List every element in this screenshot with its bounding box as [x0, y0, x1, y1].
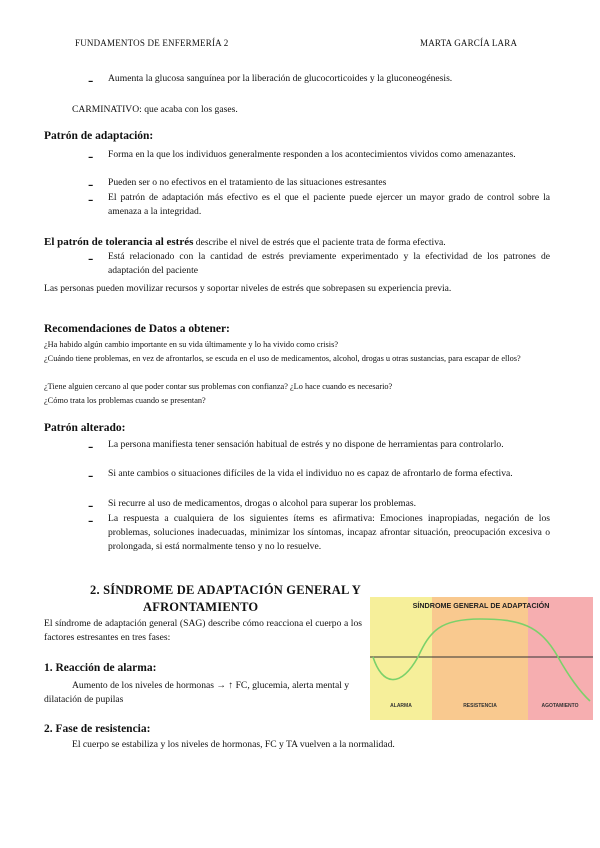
bullet-dash: - [88, 191, 94, 208]
list-item [88, 191, 570, 219]
adaptacion-bullet-3: El patrón de adaptación más efectivo es el que el paciente puede ejercer un mayor grado de control sobre la amenaza a la integridad. [108, 192, 550, 217]
bullet-dash: - [88, 438, 94, 455]
list-item [88, 176, 570, 193]
alterado-bullet-3: Si recurre al uso de medicamentos, drogas o alcohol para superar los problemas. [108, 498, 416, 509]
heading-patron-adaptacion: Patrón de adaptación: [44, 130, 154, 142]
sga-figure [370, 597, 593, 720]
tolerancia-note: Las personas pueden movilizar recursos y soportar niveles de estrés que sobrepasen su experiencia previa. [44, 283, 452, 294]
fase-alarma-text: Aumento de los niveles de hormonas → ↑ FC, glucemia, alerta mental y dilatación de pupilas [44, 680, 350, 705]
tolerancia-bullet: Está relacionado con la cantidad de estrés previamente experimentado y la efectividad de los patrones de adaptación del paciente [108, 251, 550, 276]
section2-intro: El síndrome de adaptación general (SAG) describe cómo reacciona el cuerpo a los factores estresantes en tres fases: [44, 618, 362, 643]
section2-title-line1: 2. SÍNDROME DE ADAPTACIÓN GENERAL Y [90, 583, 361, 597]
bullet-dash: - [88, 512, 94, 529]
list-item [88, 512, 570, 554]
bullet-dash: - [88, 148, 94, 165]
question-4: ¿Cómo trata los problemas cuando se presentan? [44, 396, 206, 405]
section2-title-line2: AFRONTAMIENTO [143, 600, 259, 614]
bullet-dash: - [88, 467, 94, 484]
alarma-zone [370, 597, 432, 720]
list-item [88, 72, 570, 89]
question-3: ¿Tiene alguien cercano al que poder contar sus problemas con confianza? ¿Lo hace cuando es necesario? [44, 382, 393, 391]
list-item [88, 250, 570, 278]
alterado-bullet-2: Si ante cambios o situaciones difíciles de la vida el individuo no es capaz de afrontarlo de forma efectiva. [108, 468, 513, 479]
heading-recomendaciones: Recomendaciones de Datos a obtener: [44, 323, 230, 335]
tolerancia-heading: El patrón de tolerancia al estrés [44, 236, 194, 248]
heading-fase-resistencia: 2. Fase de resistencia: [44, 723, 151, 735]
tolerancia-text: describe el nivel de estrés que el paciente trata de forma efectiva. [193, 237, 446, 248]
bullet-dash: - [88, 497, 94, 514]
alterado-bullet-1: La persona manifiesta tener sensación habitual de estrés y no dispone de herramientas para controlarlo. [108, 439, 504, 450]
bullet-dash: - [88, 250, 94, 267]
question-2: ¿Cuándo tiene problemas, en vez de afrontarlos, se escuda en el uso de medicamentos, alcohol, drogas u otras sustancias, para escapar de ellos? [44, 354, 521, 363]
heading-fase-alarma: 1. Reacción de alarma: [44, 662, 157, 674]
bullet-dash: - [88, 176, 94, 193]
heading-patron-alterado: Patrón alterado: [44, 422, 126, 434]
resistencia-zone [432, 597, 528, 720]
question-1: ¿Ha habido algún cambio importante en su vida últimamente y lo ha vivido como crisis? [44, 340, 339, 349]
carminativo-definition: CARMINATIVO: que acaba con los gases. [72, 104, 238, 115]
figure-title: SÍNDROME GENERAL DE ADAPTACIÓN [412, 601, 550, 610]
header-course-title: FUNDAMENTOS DE ENFERMERÍA 2 [75, 38, 229, 48]
list-item [88, 467, 570, 484]
fase-resistencia-text: El cuerpo se estabiliza y los niveles de hormonas, FC y TA vuelven a la normalidad. [72, 739, 395, 750]
list-item [88, 148, 570, 165]
phase-label-resistencia: RESISTENCIA [463, 703, 497, 709]
adaptacion-bullet-1: Forma en la que los individuos generalmente responden a los acontecimientos vividos como amenazantes. [108, 149, 516, 160]
list-item [88, 497, 570, 514]
alterado-bullet-4: La respuesta a cualquiera de los siguientes ítems es afirmativa: Emociones inapropiadas, negación de los problemas, soluciones inadecuadas, minimizar los síntomas, incapaz afrontar situación, preocupación excesiva o prolongada, si está normalmente tenso y no lo resuelve. [108, 513, 550, 552]
intro-bullet-text: Aumenta la glucosa sanguínea por la liberación de glucocorticoides y la gluconeogénesis. [108, 73, 453, 84]
tolerancia-paragraph [44, 235, 564, 250]
header-author: MARTA GARCÍA LARA [420, 38, 518, 48]
agotamiento-zone [528, 597, 593, 720]
phase-label-agotamiento: AGOTAMIENTO [541, 703, 579, 709]
adaptacion-bullet-2: Pueden ser o no efectivos en el tratamiento de las situaciones estresantes [108, 177, 387, 188]
list-item [88, 438, 570, 455]
bullet-dash: - [88, 72, 94, 89]
phase-label-alarma: ALARMA [390, 703, 412, 709]
